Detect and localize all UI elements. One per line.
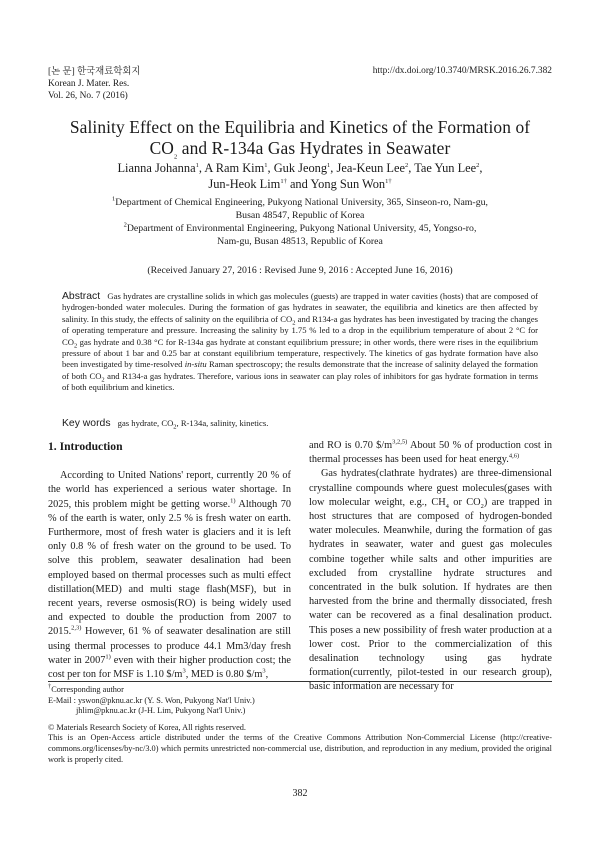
- left-column: [48, 440, 291, 682]
- paragraph: [48, 469, 291, 682]
- abstract-text: gas hydrate and 0.38 °C for R-134a gas hydrate at constant equilibrium pressure; in other words, there were rises in the equilibrium pressure of about 1 bar and 0.25 bar at constant equilibrium temperature, respectively. The kinetics of gas hydrate formation have also been investigated by time-resolved: [62, 336, 538, 370]
- superscript: 3: [392, 438, 396, 446]
- subscript: 2: [480, 502, 484, 510]
- journal-info: [48, 66, 140, 102]
- paragraph-text: , MED is 0.80 $/m: [185, 669, 263, 681]
- affil-2-line-1: Department of Environmental Engineering, Pukyong National University, 45, Yongso-ro,: [126, 223, 477, 234]
- journal-volume: Vol. 26, No. 7 (2016): [48, 91, 128, 101]
- author-affil: 1†: [280, 177, 287, 185]
- author-list: Lianna Johanna$^1$, A Ram Kim$^1$, Guk Jeong$^1$, Jea-Keun Lee$^2$, Tae Yun Lee$^2$, Jun-Heok Lim$^{1\dagger}$ and Yong Sun Won$^{1\dagger}$: [117, 161, 483, 191]
- subscript: 2: [101, 376, 105, 384]
- paragraph: [309, 439, 552, 467]
- keywords-text: gas hydrate, CO: [117, 418, 174, 428]
- paragraph: [309, 467, 552, 694]
- keywords-label: Key words: [62, 418, 111, 429]
- abstract-text: Gas hydrates are crystalline solids in which gas molecules (guests) are trapped in water cavities (hosts) that are composed of hydrogen-bonded water molecules. During the formation of gas hydrates in seawater, the equilibria and kinetics are then affected by salinity. In this study, the effects of salinity on the equilibria of CO: [62, 291, 538, 324]
- paragraph-text: ) are trapped in host structures that are composed of hydrogen-bonded water molecules. Meanwhile, during the formation of gas hydrates in seawater, water and guest gas molecules combine together while salts and other impurities are excluded from crystalline hydrate structures and concentrated in the bulk solution. If hydrates are then harvested from the brine and thermally dissociated, fresh water can be recovered as a final desalination product. This poses a new possibility of fresh water production at a lower cost. Prior to the commercialization of this desalination technology using gas hydrate formation(currently, pilot-tested in our research group), basic information are necessary for: [309, 496, 552, 693]
- affil-mark: 2: [123, 221, 127, 229]
- section-heading: 1. Introduction: [48, 440, 123, 453]
- page-number: 382: [292, 788, 308, 799]
- dagger-mark: †: [48, 683, 52, 691]
- email-address[interactable]: jhlim@pknu.ac.kr (J-H. Lim, Pukyong Nat'l Univ.): [76, 706, 246, 716]
- journal-korean-title: [논 문] 한국재료학회지: [48, 67, 141, 77]
- paragraph-text: and RO is 0.70 $/m: [309, 440, 393, 451]
- paragraph-text: ,: [265, 669, 269, 681]
- abstract-label: Abstract: [62, 291, 101, 302]
- copyright: © Materials Research Society of Korea, All rights reserved.: [48, 722, 246, 732]
- author-name: Jea-Keun Lee: [336, 161, 405, 175]
- citation: 1): [230, 497, 236, 505]
- title-line-1: Salinity Effect on the Equilibria and Kinetics of the Formation of: [69, 117, 531, 137]
- abstract-text: and R134-a gas hydrates has been investigated by tracing the changes of operating temperature and pressure. Increasing the salinity by 1.75 % led to a drop in the equilibrium temperature of about 2 °C for CO: [62, 313, 538, 347]
- subscript: 4: [445, 502, 449, 510]
- subscript: 2: [292, 319, 296, 327]
- paragraph-text: However, 61 % of seawater desalination are still using thermal processes to produce 44.1 Mm3/day fresh water in 2007: [48, 626, 291, 666]
- author-affil: 1: [327, 161, 331, 169]
- abstract-text: and R134-a gas hydrates. Therefore, various ions in seawater can play roles of inhibitors for gas hydrate formation in terms of both equilibrium and kinetics.: [62, 370, 539, 393]
- keywords-text: , R-134a, salinity, kinetics.: [176, 418, 269, 428]
- author-affil: 1†: [385, 177, 392, 185]
- footnotes: [48, 681, 552, 765]
- author-name: Tae Yun Lee: [414, 161, 477, 175]
- author-affil: 1: [264, 161, 268, 169]
- received-dates: (Received January 27, 2016 : Revised June 9, 2016 : Accepted June 16, 2016): [147, 265, 453, 276]
- paragraph-text: even with their higher production cost; the cost per ton for MSF is 1.10 $/m: [48, 654, 291, 681]
- footnote-text: Corresponding author: [51, 685, 124, 694]
- author-affil: 2: [476, 161, 480, 169]
- affil-1-line-2: Busan 48547, Republic of Korea: [235, 210, 365, 221]
- journal-english-title: Korean J. Mater. Res.: [48, 79, 130, 89]
- citation: ,2,5): [395, 438, 408, 446]
- citation: 1): [105, 653, 111, 661]
- author-name: Guk Jeong: [273, 161, 328, 175]
- email-line: [48, 696, 552, 707]
- author-name: Jun-Heok Lim: [208, 177, 281, 191]
- affil-2-line-2: Nam-gu, Busan 48513, Republic of Korea: [217, 236, 383, 247]
- affiliations: [70, 196, 530, 248]
- abstract: [62, 291, 538, 394]
- paragraph-text: Gas hydrates(clathrate hydrates) are three-dimensional crystalline compounds where guest molecules(gases with low molecular weight, e.g., CH: [309, 468, 552, 508]
- email-address[interactable]: yswon@pknu.ac.kr (Y. S. Won, Pukyong Nat'l Univ.): [77, 695, 255, 705]
- superscript: 3: [262, 667, 266, 675]
- author-name: A Ram Kim: [204, 161, 265, 175]
- paragraph-text: About 50 % of production cost in thermal processes has been used for heat energy.: [309, 440, 552, 466]
- title-co: CO: [149, 138, 174, 158]
- citation: 2,3): [71, 625, 82, 633]
- paragraph-text: According to United Nations' report, currently 20 % of the world has experienced a serious water shortage. In 2025, this problem might be getting worse.: [48, 470, 291, 510]
- license-text: This is an Open-Access article distributed under the terms of the Creative Commons Attribution Non-Commercial License (http://creative-commons.org/licenses/by-nc/3.0) which permits unrestricted non-commercial use, distribution, and reproduction in any medium, provided the original work is properly cited.: [48, 733, 552, 764]
- author-and: and: [289, 177, 308, 191]
- abstract-text: Raman spectroscopy; the results demonstrate that the increase of salinity delayed the formation of both CO: [62, 359, 538, 381]
- superscript: 3: [182, 667, 186, 675]
- paragraph-text: or CO: [448, 496, 481, 508]
- author-affil: 1: [195, 161, 199, 169]
- author-name: Yong Sun Won: [310, 177, 386, 191]
- title-co-sub: 2: [173, 153, 178, 161]
- email-label: E-Mail :: [48, 695, 78, 705]
- corresponding-author: [48, 685, 552, 696]
- author-name: Lianna Johanna: [117, 161, 196, 175]
- citation: 4,6): [508, 452, 520, 460]
- doi-link[interactable]: http://dx.doi.org/10.3740/MRSK.2016.26.7.382: [372, 66, 552, 76]
- affil-mark: 1: [112, 195, 116, 203]
- subscript: 2: [73, 342, 78, 350]
- paragraph-text: Although 70 % of the earth is water, only 2.5 % is fresh water on earth. Furthermore, most of fresh water is glaciers and it is left only 0.8 % of fresh water on the ground to be used. To solve this problem, seawater desalination had been employed based on thermal processes such as multi effect distillation(MED) and multi stage flash(MSF), but in recent years, reverse osmosis(RO) is being widely used and expected to double the production from 2007 to 2015.: [48, 498, 291, 638]
- paper-title: [40, 117, 560, 159]
- right-column: [309, 439, 552, 695]
- affil-1-line-1: Department of Chemical Engineering, Pukyong National University, 365, Sinseon-ro, Nam-gu,: [115, 197, 488, 208]
- subscript: 2: [173, 423, 177, 431]
- title-line-2: and R-134a Gas Hydrates in Seawater: [177, 138, 451, 158]
- keywords: [62, 417, 538, 430]
- abstract-italic: in-situ: [184, 359, 207, 370]
- author-affil: 2: [404, 161, 409, 169]
